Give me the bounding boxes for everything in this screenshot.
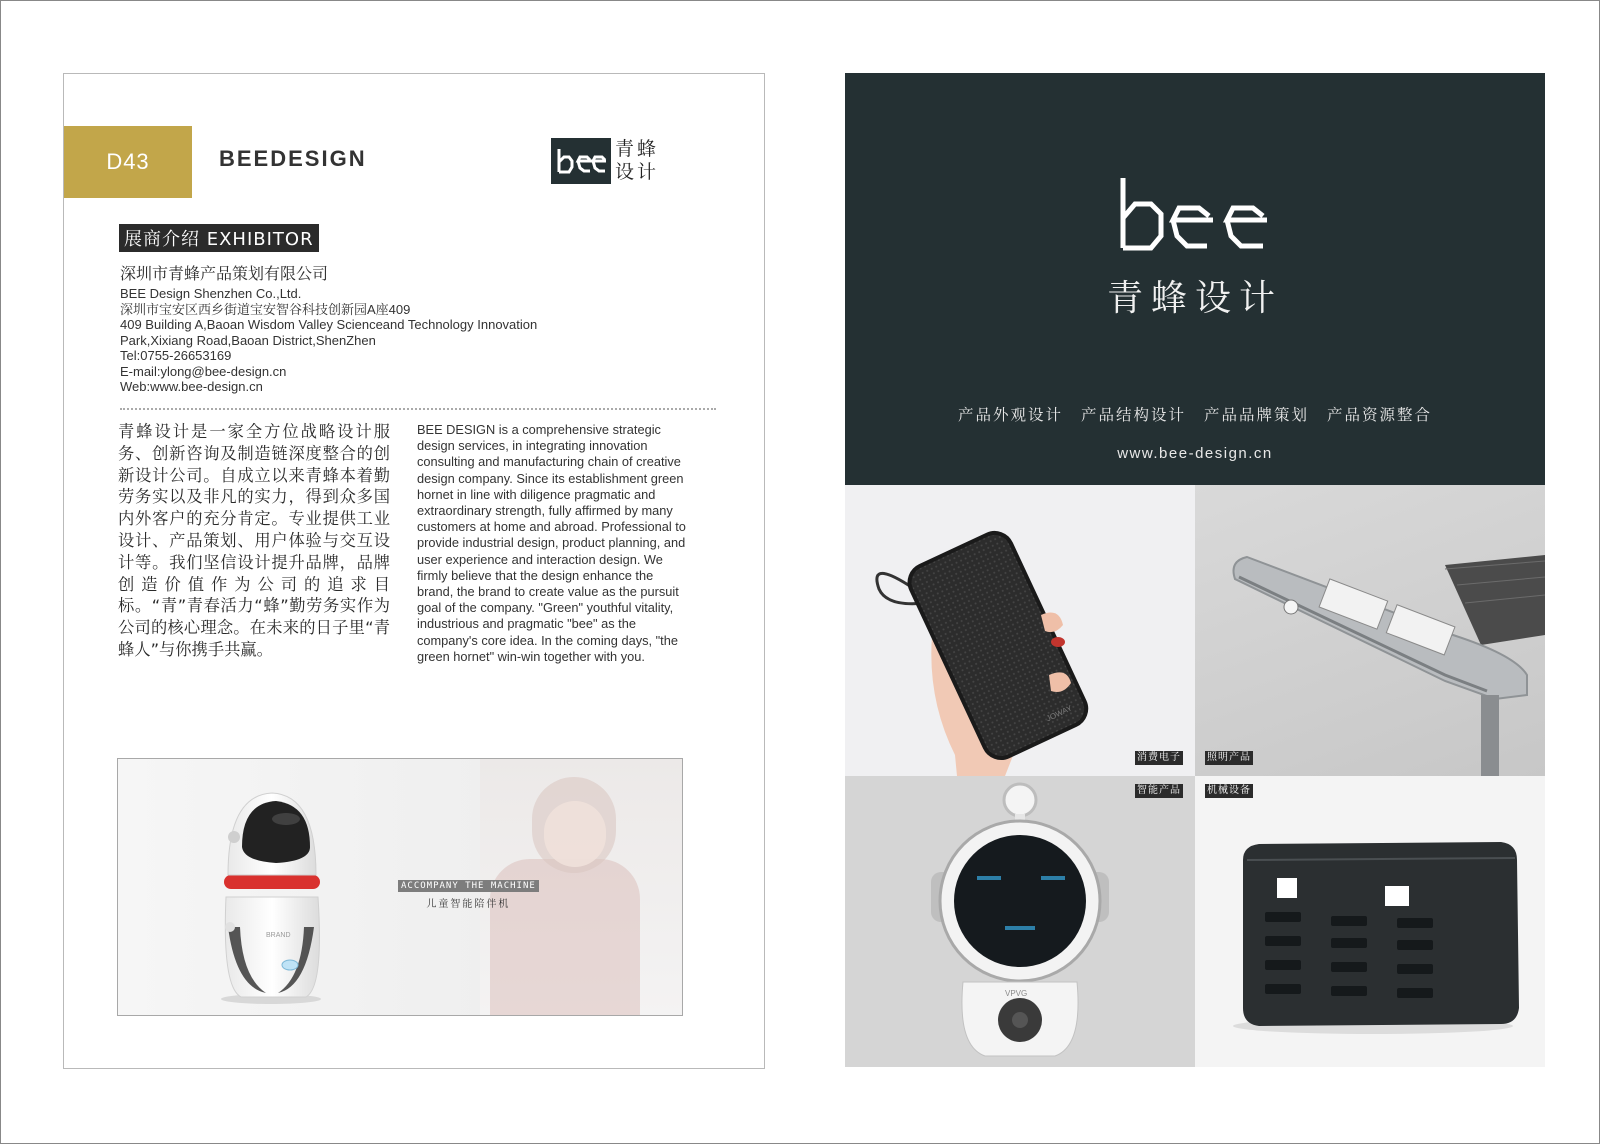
intro-text-en: BEE DESIGN is a comprehensive strategic design services, in integrating innovation consulting and manufacturing chain of creative design company. Since its establishment green hornet in line with diligence pragmatic and extraordinary strength, fully affirmed by many customers at home and abroad. Professional to provide industrial design, product planning, and user experience and interaction design. We firmly believe that the design enhance the brand, the brand to create value as the pursuit goal of the company. "Green" youthful vitality, industrious and pragmatic "bee" as the company's core idea. In the coming days, "the green hornet" win-win together with you. <box>417 422 686 664</box>
tile-consumer-electronics <box>845 485 1195 776</box>
brand-title: BEEDESIGN <box>219 146 367 171</box>
website-url: www.bee-design.cn <box>1117 445 1273 462</box>
exhibitor-section-label: 展商介绍 EXHIBITOR <box>119 224 319 252</box>
company-name-en: BEE Design Shenzhen Co.,Ltd. <box>120 286 302 301</box>
caption-cn: 儿童智能陪伴机 <box>426 899 511 910</box>
service-list <box>845 403 1545 425</box>
caption-en: ACCOMPANY THE MACHINE <box>398 880 539 892</box>
robot-brand-mark: VPVG <box>1005 989 1028 998</box>
robot-brand-mark: BRAND <box>266 932 291 939</box>
companion-robot-photo <box>117 758 683 1016</box>
company-name-cn: 深圳市青蜂产品策划有限公司 <box>120 264 329 283</box>
charging-cabinet-illustration <box>1195 776 1545 1067</box>
power-bank-illustration <box>845 485 1195 776</box>
bee-logo-large-icon <box>1115 176 1275 254</box>
child-face <box>544 801 606 867</box>
bee-logo-mark <box>551 138 611 184</box>
exhibitor-page <box>63 73 765 1069</box>
brand-cover-page <box>845 73 1545 1067</box>
service-item: 产品品牌策划 <box>1204 406 1310 424</box>
company-email: E-mail:ylong@bee-design.cn <box>120 363 287 379</box>
service-item: 产品资源整合 <box>1327 406 1433 424</box>
booth-code-tag: D43 <box>64 126 192 198</box>
brand-name-cn: 青蜂设计 <box>1106 278 1283 319</box>
company-web: Web:www.bee-design.cn <box>120 379 263 394</box>
category-label-smart: 智能产品 <box>1137 785 1181 796</box>
tile-smart-products <box>845 776 1195 1067</box>
company-tel: Tel:0755-26653169 <box>120 348 232 363</box>
cover-panel <box>845 73 1545 485</box>
category-label-machinery: 机械设备 <box>1207 785 1251 796</box>
companion-robot-illustration <box>206 777 336 1007</box>
category-label-consumer: 消费电子 <box>1137 752 1181 763</box>
service-item: 产品外观设计 <box>957 406 1063 424</box>
product-caption <box>398 873 539 910</box>
tile-machinery <box>1195 776 1545 1067</box>
company-address-en-1: 409 Building A,Baoan Wisdom Valley Scienceand Technology Innovation <box>120 317 538 332</box>
small-logo <box>551 138 663 184</box>
intro-text-cn: 青蜂设计是一家全方位战略设计服务、创新咨询及制造链深度整合的创新设计公司。自成立以来青蜂本着勤劳务实以及非凡的实力，得到众多国内外客户的充分肯定。专业提供工业设计、产品策划、用户体验与交互设计等。我们坚信设计提升品牌，品牌创造价值作为公司的追求目标。“青”青春活力“蜂”勤劳务实作为公司的核心理念。在未来的日子里“青蜂人”与你携手共赢。 <box>118 422 390 659</box>
company-address-cn: 深圳市宝安区西乡街道宝安智谷科技创新园A座409 <box>120 301 411 317</box>
street-light-illustration <box>1195 485 1545 776</box>
power-bank-brand-mark: JOWAY <box>1044 703 1074 724</box>
small-logo-line1: 青蜂 <box>615 138 660 160</box>
service-item: 产品结构设计 <box>1080 406 1186 424</box>
category-label-lighting: 照明产品 <box>1207 752 1251 763</box>
smart-robot-illustration <box>845 776 1195 1067</box>
small-logo-text <box>615 138 663 184</box>
company-address-en-2: Park,Xixiang Road,Baoan District,ShenZhen <box>120 332 376 348</box>
tile-lighting <box>1195 485 1545 776</box>
company-info <box>120 261 680 395</box>
bee-logo-icon <box>554 146 608 176</box>
small-logo-line2: 设计 <box>615 161 660 183</box>
dotted-divider <box>120 408 716 410</box>
